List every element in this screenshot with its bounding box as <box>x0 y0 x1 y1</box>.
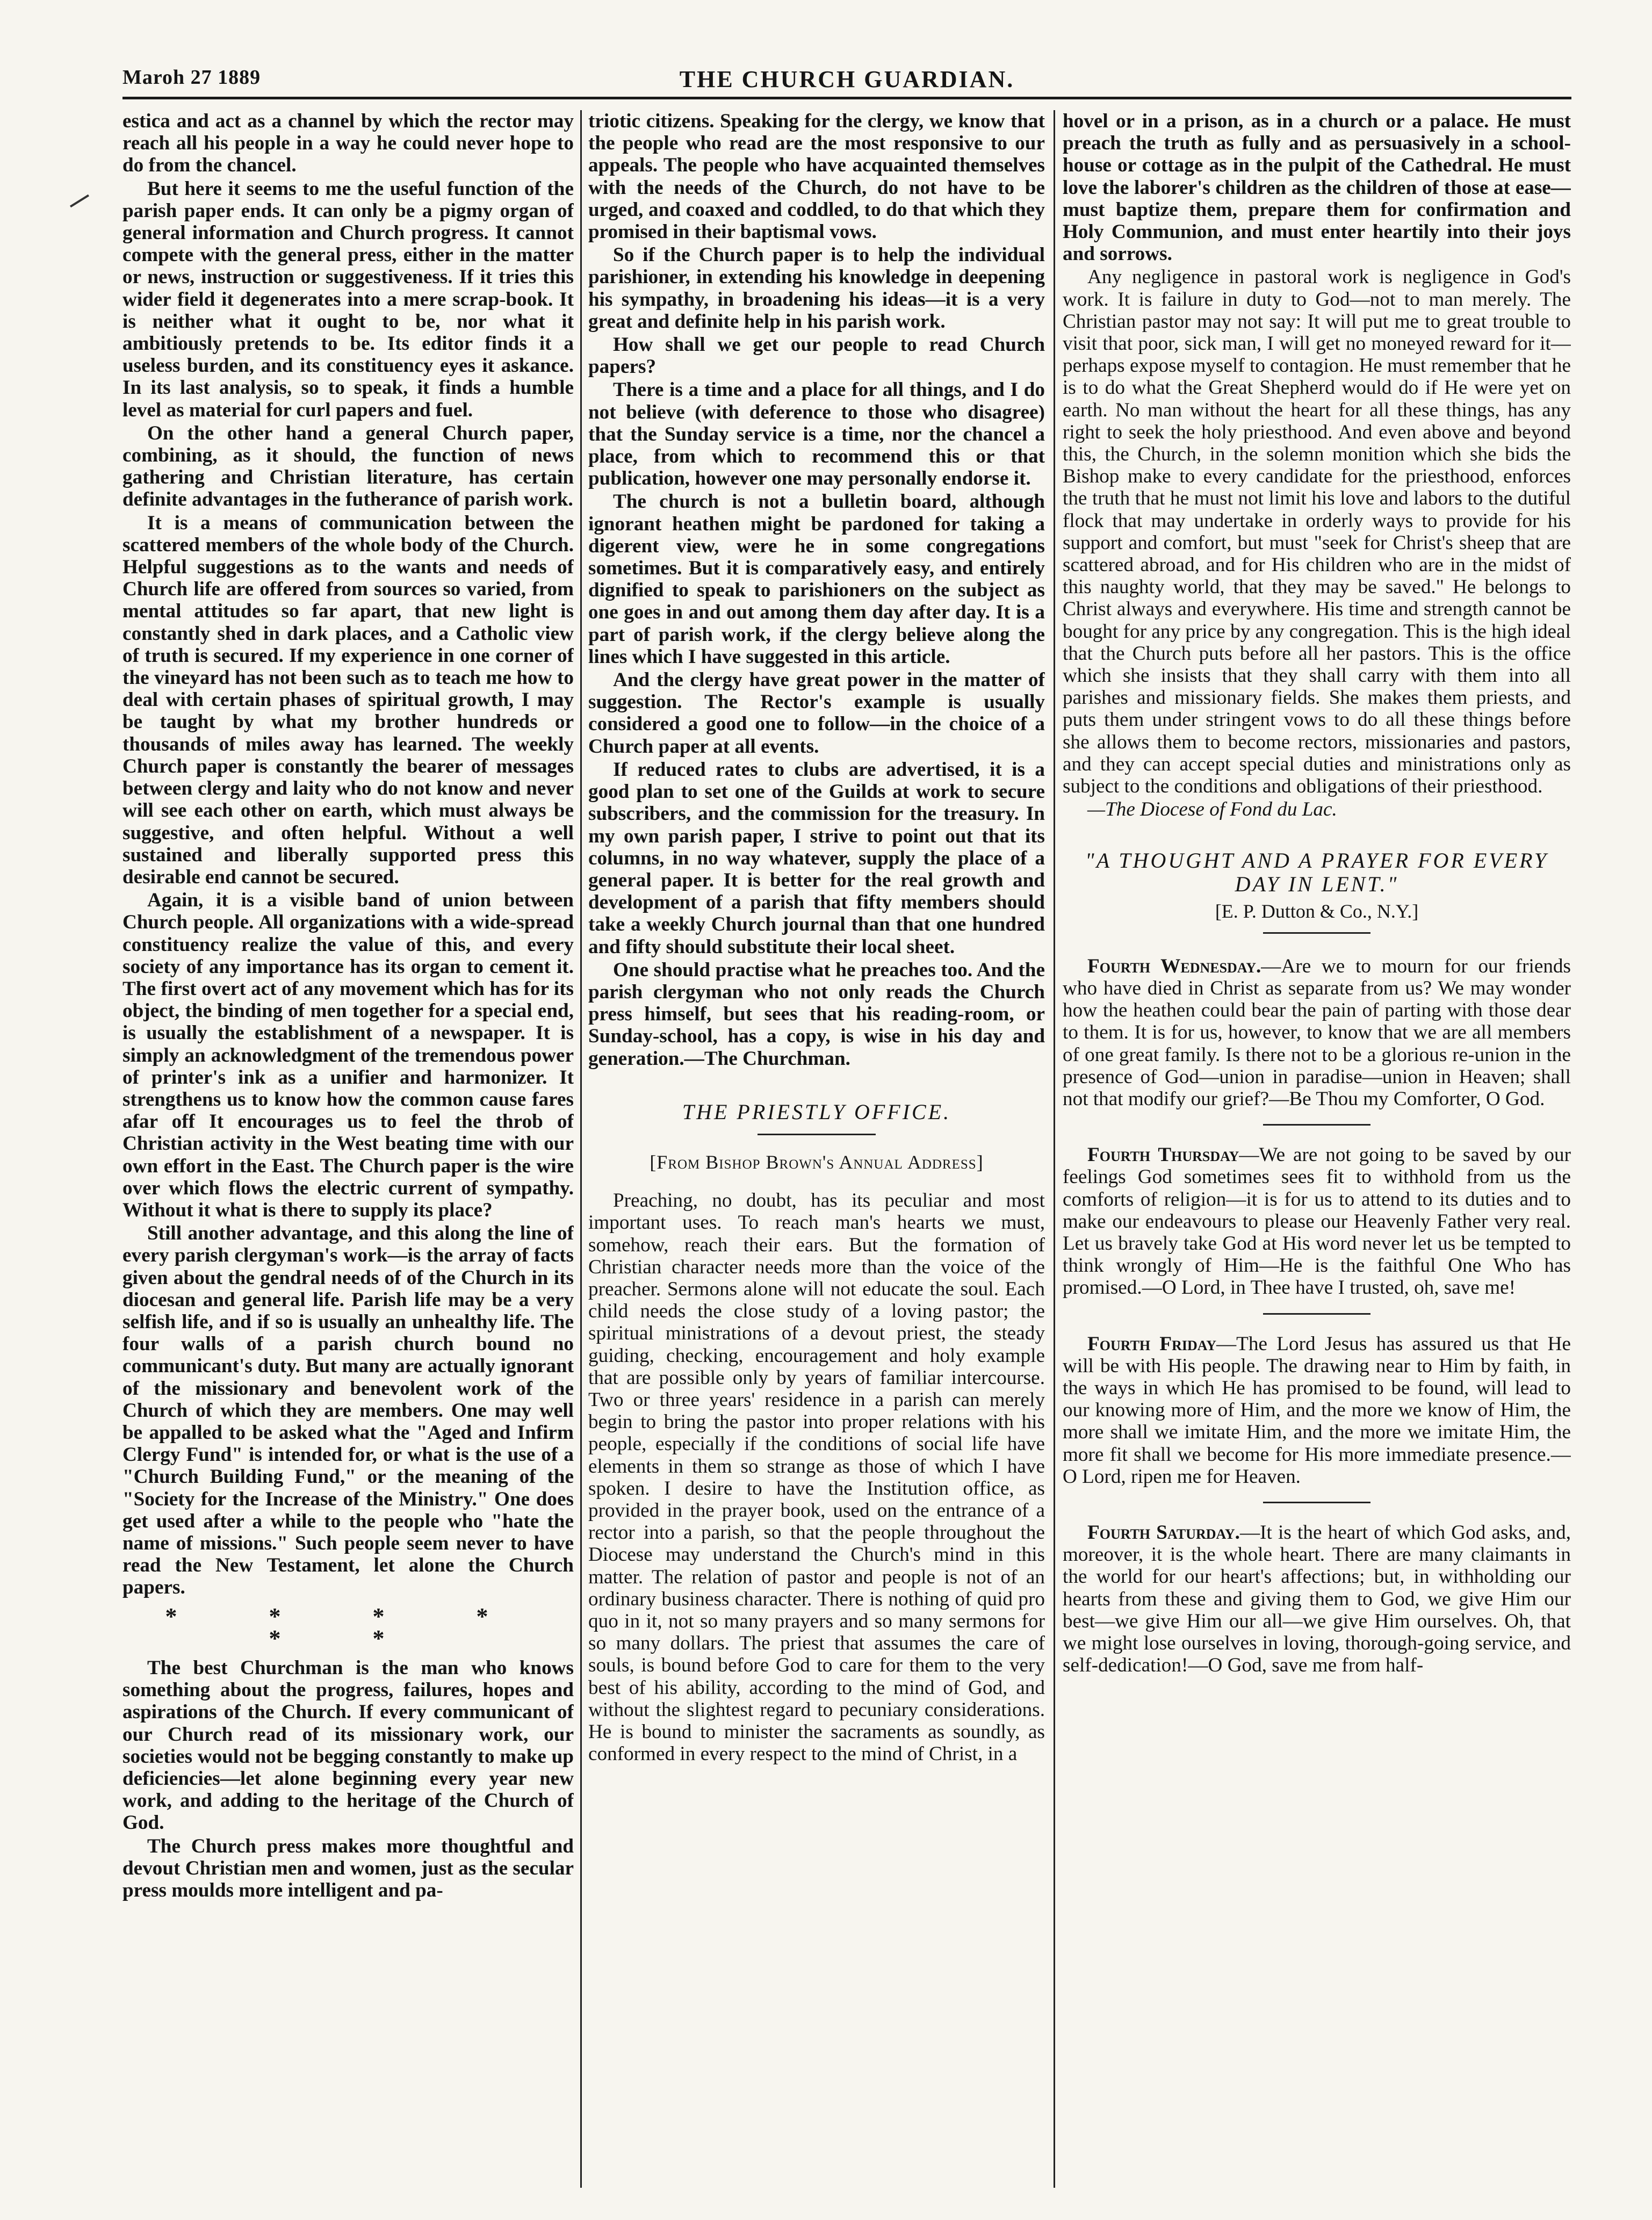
entry-text: —The Lord Jesus has assured us that He will be with His people. The drawing near to Him by faith, in the ways in which He has promised to be found, will lead to our knowing more of Him, and the more we know of Him, the more shall we imitate Him, and the more we imitate Him, the more fit shall we become for His more immediate presence.—O Lord, ripen me for Heaven. <box>1063 1332 1571 1488</box>
column-2 <box>588 110 1045 2188</box>
paragraph: On the other hand a general Church paper, combining, as it should, the function of news gathering and Christian literature, has certain definite advantages in the futherance of parish work. <box>122 422 574 511</box>
lent-entry-saturday <box>1063 1522 1571 1676</box>
entry-rule <box>1263 1124 1370 1126</box>
paragraph: If reduced rates to clubs are advertised, it is a good plan to set one of the Guilds at work to secure subscribers, and the commission for the treasury. In my own parish paper, I strive to point out that its columns, in no way whatever, supply the place of a general paper. It is better for the real growth and development of a parish that fifty members should take a weekly Church journal than that one hundred and fifty should substitute their local sheet. <box>588 758 1045 958</box>
entry-label: Fourth Friday <box>1087 1332 1216 1355</box>
title-rule <box>758 1134 876 1135</box>
paragraph: Still another advantage, and this along the line of every parish clergyman's work—is the array of facts given about the gendral needs of of the Church in its diocesan and general life. Parish life may be a very selfish life, and if so is usually an unhealthy life. The four walls of a parish church bound no communicant's duty. But many are actually ignorant of the missionary and benevolent work of the Church of which they are members. One may well be appalled to be asked what the "Aged and Infirm Clergy Fund" is intended for, or what is the use of a "Church Building Fund," or the meaning of the "Society for the Increase of the Ministry." One does get used after a while to the people who "hate the name of missions." Such people seem never to have read the New Testament, let alone the Church papers. <box>122 1222 574 1599</box>
entry-label: Fourth Saturday. <box>1087 1521 1240 1544</box>
margin-pencil-mark <box>70 194 89 208</box>
title-rule <box>1263 932 1370 934</box>
entry-text: —We are not going to be saved by our feelings God sometimes sees fit to withhold from us the comforts of religion—it is for us to attend to its duties and to make our endeavours to please our Heavenly Father very real. Let us bravely take God at His word never let us be tempted to think wrongly of Him—He is the faithful One Who has promised.—O Lord, in Thee have I trusted, oh, save me! <box>1063 1144 1571 1299</box>
paragraph: The church is not a bulletin board, although ignorant heathen might be pardoned for taking a digerent view, were he in some congregations sometimes. But it is comparatively easy, and entirely dignified to speak to parishioners on the subject as one goes in and out among them day after day. It is a part of parish work, if the clergy believe along the lines which I have suggested in this article. <box>588 491 1045 668</box>
paragraph: hovel or in a prison, as in a church or a palace. He must preach the truth as fully and as persuasively in a school-house or cottage as in the pulpit of the Cathedral. He must love the laborer's children as the children of those at ease—must baptize them, prepare them for confirmation and Holy Communion, and must enter heartily into their joys and sorrows. <box>1063 110 1571 265</box>
publisher-line: [E. P. Dutton & Co., N.Y.] <box>1215 900 1419 922</box>
paragraph: Any negligence in pastoral work is negligence in God's work. It is failure in duty to God—not to man merely. The Christian pastor may not say: It will put me to great trouble to visit that poor, sick man, I will get no moneyed reward for it—perhaps expose myself to contagion. He must remember that he is to do what the Great Shepherd would do if He were yet on earth. No man without the heart for all these things, has any right to seek the holy priesthood. And even above and beyond this, the Church, in the solemn monition which she bids the Bishop make to every candidate for the priesthood, enforces the truth that he must not limit his love and labors to the dutiful flock that may undertake in orderly ways to provide for his support and comfort, but must "seek for Christ's sheep that are scattered abroad, and for His children who are in the midst of this naughty world, that they may be saved." He belongs to Christ always and everywhere. His time and strength cannot be bought for any price by any congregation. This is the high ideal that the Church puts before all her pastors. This is the office which she insists that they shall carry with them into all parishes and missionary fields. She makes them priests, and puts them under stringent vows to do all these things before she allows them to become rectors, missionaries and pastors, and they can accept special duties and ministrations only as subject to the conditions and obligations of their priesthood. <box>1063 266 1571 798</box>
paragraph: The Church press makes more thoughtful and devout Christian men and women, just as the secular press moulds more intelligent and pa- <box>122 1835 574 1902</box>
lent-entry-thursday <box>1063 1144 1571 1299</box>
article-title-lent: "A THOUGHT AND A PRAYER FOR EVERY DAY IN LENT." <box>1085 848 1549 896</box>
paragraph: One should practise what he preaches too. And the parish clergyman who not only reads the Church press himself, but sees that his reading-room, or Sunday-school, has a copy, is wise in his day and generation.—The Churchman. <box>588 958 1045 1070</box>
article-attribution: —The Diocese of Fond du Lac. <box>1087 798 1337 821</box>
column-rule-right <box>1054 110 1055 2188</box>
column-rule-left <box>580 110 582 2188</box>
paragraph: It is a means of communication between the scattered members of the whole body of the Church. Helpful suggestions as to the wants and needs of Church life are offered from sources so varied, from mental attitudes so far apart, that new light is constantly shed in dark places, and a Catholic view of truth is secured. If my experience in one corner of the vineyard has not been such as to teach me how to deal with certain phases of spiritual growth, I may be taught by what my brother hundreds or thousands of miles away has learned. The weekly Church paper is constantly the bearer of messages between clergy and laity who do not know and never will see each other on earth, which must always be suggestive, and often helpful. Without a well sustained and liberally supported press this desirable end cannot be secured. <box>122 511 574 888</box>
column-3 <box>1063 110 1571 2188</box>
paragraph: The best Churchman is the man who knows something about the progress, failures, hopes and aspirations of the Church. If every communicant of our Church read of its missionary work, our societies would not be begging constantly to make up deficiencies—let alone beginning every year new work, and adding to the heritage of the Church of God. <box>122 1657 574 1834</box>
paragraph: triotic citizens. Speaking for the clergy, we know that the people who read are the most responsive to our appeals. The people who have acquainted themselves with the needs of the Church, do not have to be urged, and coaxed and coddled, to do that which they promised in their baptismal vows. <box>588 110 1045 243</box>
entry-text: —It is the heart of which God asks, and, moreover, it is the whole heart. There are many claimants in the world for our heart's affections; but, in withholding our hearts from these and giving them to God, we give Him our best—we give Him our all—we give Him ourselves. Oh, that we might lose ourselves in loving, thorough-going service, and self-dedication!—O God, save me from half- <box>1063 1521 1571 1677</box>
masthead-title: THE CHURCH GUARDIAN. <box>679 66 1015 92</box>
entry-label: Fourth Wednesday. <box>1087 955 1261 977</box>
entry-text: —Are we to mourn for our friends who have died in Christ as separate from us? We may wonder how the heathen could bear the pain of parting with those dear to them. It is for us, however, to know that we are all members of one great family. Is there not to be a glorious re-union in the presence of God—union in paradise—union in Heaven; shall not that modify our grief?—Be Thou my Comforter, O God. <box>1063 955 1571 1110</box>
column-1 <box>122 110 574 2188</box>
paragraph: estica and act as a channel by which the rector may reach all his people in a way he could never hope to do from the chancel. <box>122 110 574 177</box>
page-header <box>122 63 1571 99</box>
paragraph: Preaching, no doubt, has its peculiar and most important uses. To reach man's hearts we must, somehow, reach their ears. But the formation of Christian character needs more than the voice of the preacher. Sermons alone will not educate the soul. Each child needs the close study of a loving pastor; the spiritual ministrations of a devout priest, the steady guiding, checking, encouragement and holy example that are possible only by years of familiar intercourse. Two or three years' residence in a parish can merely begin to bring the pastor into proper relations with his people, especially if the conditions of social life have elements in them so strange as those of which I have spoken. I desire to have the Institution office, as provided in the prayer book, used on the entrance of a rector into a parish, so that the people throughout the Diocese may understand the Church's mind in this matter. The relation of pastor and people is not of an ordinary business character. There is nothing of quid pro quo in it, not so many prayers and so many sermons for so many dollars. The priest that assumes the care of souls, is bound before God to care for them to the very best of his ability, according to the mind of God, and without the slightest regard to pecuniary considerations. He is bound to minister the sacraments as soundly, as conformed in every respect to the mind of Christ, in a <box>588 1190 1045 1765</box>
paragraph: And the clergy have great power in the matter of suggestion. The Rector's example is usually considered a good one to follow—in the choice of a Church paper at all events. <box>588 669 1045 758</box>
paragraph: Again, it is a visible band of union between Church people. All organizations with a wide-spread constituency realize the value of this, and every society of any importance has its organ to cement it. The first overt act of any movement which has for its object, the binding of men together for a special end, is usually the establishment of a newspaper. It is simply an acknowledgment of the tremendous power of printer's ink as a unifier and harmonizer. It strengthens us to know how the common cause fares afar off It encourages us to feel the throb of Christian activity in the West beating time with our own effort in the East. The Church paper is the wire over which flows the electric current of sympathy. Without it what is there to supply its place? <box>122 889 574 1221</box>
lent-entry-wednesday <box>1063 955 1571 1110</box>
issue-date: Maroh 27 1889 <box>122 66 261 89</box>
lent-entry-friday <box>1063 1333 1571 1488</box>
paragraph: There is a time and a place for all things, and I do not believe (with deference to those who disagree) that the Sunday service is a time, nor the chancel a place, from which to recommend this or that publication, however one may personally endorse it. <box>588 379 1045 490</box>
paragraph: How shall we get our people to read Church papers? <box>588 334 1045 378</box>
article-source-line: [From Bishop Brown's Annual Address] <box>650 1151 984 1173</box>
section-break-stars: * * * * * * <box>165 1603 531 1652</box>
paragraph: So if the Church paper is to help the individual parishioner, in extending his knowledge in deepening his sympathy, in broadening his ideas—it is a very great and definite help in his parish work. <box>588 244 1045 333</box>
entry-rule <box>1263 1502 1370 1503</box>
entry-rule <box>1263 1313 1370 1315</box>
paragraph: But here it seems to me the useful function of the parish paper ends. It can only be a pigmy organ of general information and Church progress. It cannot compete with the general press, either in the matter or news, instruction or suggestiveness. If it tries this wider field it degenerates into a mere scrap-book. It is neither what it ought to be, nor what it ambitiously pretends to be. Its editor finds it a useless burden, and its constituency eyes it askance. In its last analysis, so to speak, it finds a humble level as material for curl papers and fuel. <box>122 177 574 421</box>
entry-label: Fourth Thursday <box>1087 1144 1239 1166</box>
article-title-priestly-office: THE PRIESTLY OFFICE. <box>682 1099 951 1124</box>
